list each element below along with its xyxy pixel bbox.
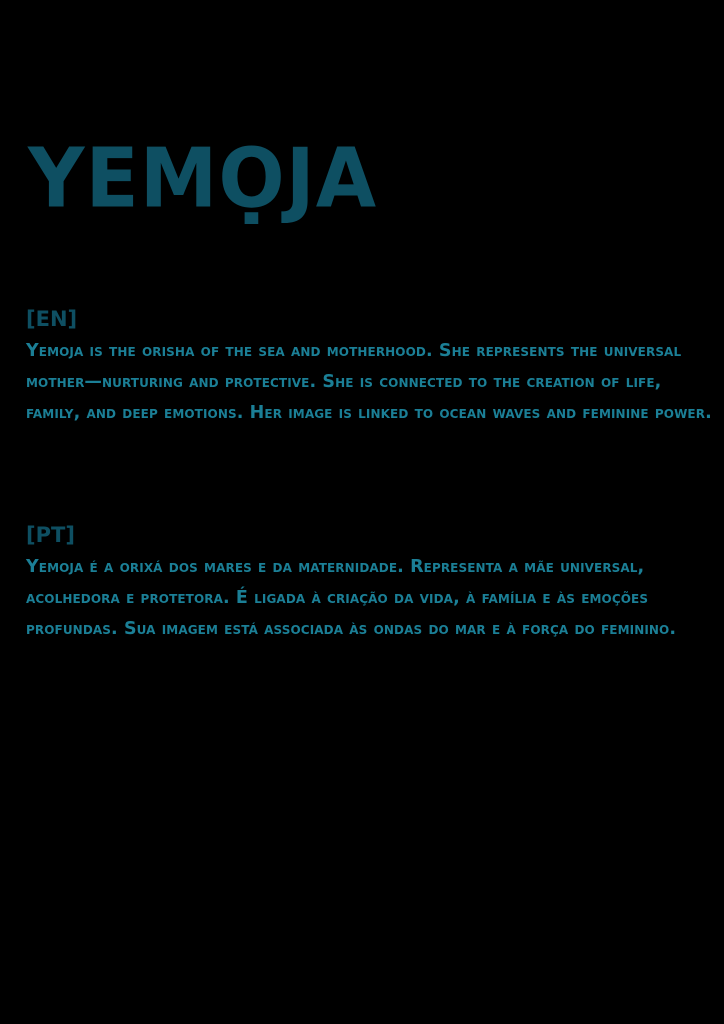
description-en: Yemoja is the orisha of the sea and motherhood. She represents the universal mother—nurturing and protective. She is connected to the creation of life, family, and deep emotions. Her image is linked to ocean waves and feminine power.	[26, 341, 712, 423]
description-pt: Yemoja é a orixá dos mares e da maternidade. Representa a mãe universal, acolhedora e protetora. É ligada à criação da vida, à família e às emoções profundas. Sua imagem está associada às ondas do mar e à força do feminino.	[26, 557, 677, 639]
page-title: YEMỌJA	[28, 131, 378, 227]
section-english	[26, 306, 716, 429]
language-tag-en: [EN]	[26, 307, 78, 331]
section-portuguese	[26, 522, 716, 645]
language-tag-pt: [PT]	[26, 523, 75, 547]
